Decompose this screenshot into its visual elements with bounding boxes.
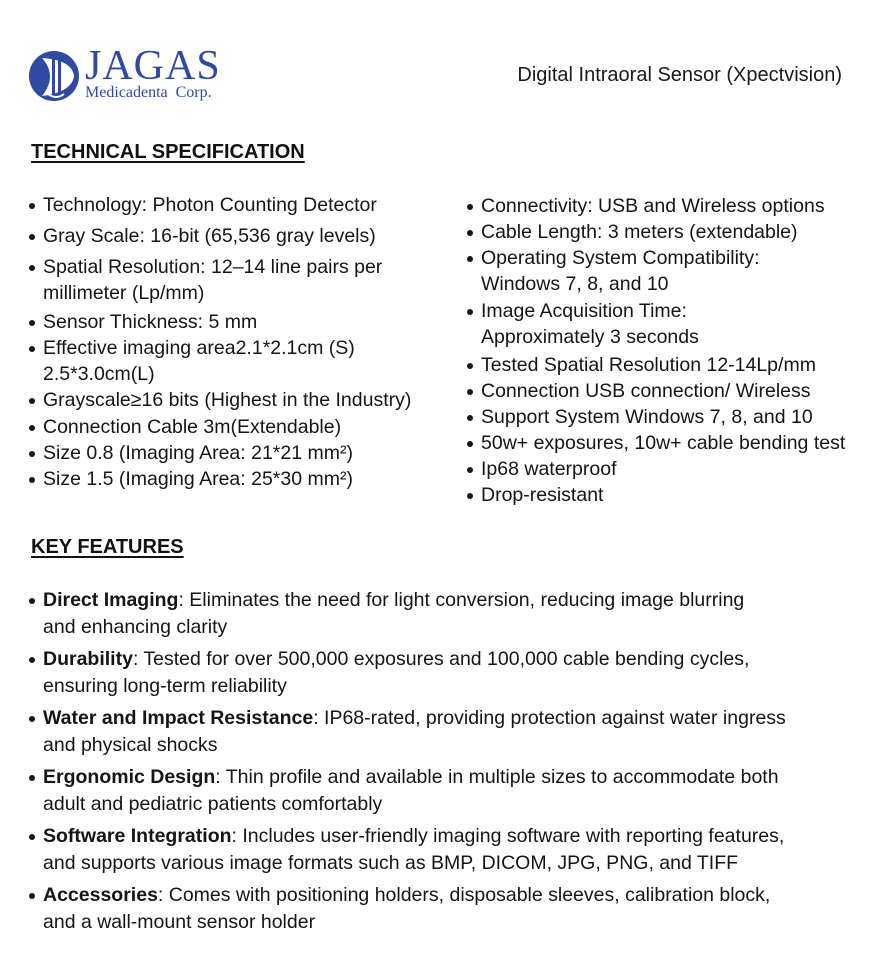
spec-text: Spatial Resolution: 12–14 line pairs per bbox=[43, 256, 383, 278]
spec-item bbox=[467, 456, 845, 482]
spec-item bbox=[467, 352, 845, 378]
spec-item bbox=[29, 414, 411, 440]
spec-item bbox=[467, 219, 845, 245]
feature-item bbox=[29, 764, 786, 818]
spec-text: Effective imaging area2.1*2.1cm (S) bbox=[43, 337, 355, 359]
feature-line bbox=[43, 587, 786, 614]
spec-item bbox=[467, 298, 845, 350]
spec-text: Tested Spatial Resolution 12-14Lp/mm bbox=[481, 354, 816, 376]
spec-item bbox=[29, 223, 411, 249]
spec-item bbox=[29, 254, 411, 306]
spec-text: Size 1.5 (Imaging Area: 25*30 mm²) bbox=[43, 468, 353, 490]
feature-line bbox=[43, 882, 786, 909]
spec-item bbox=[467, 245, 845, 297]
feature-name: Direct Imaging bbox=[43, 589, 179, 611]
feature-description: : Eliminates the need for light conversion, reducing image blurring bbox=[178, 589, 745, 611]
spec-text: Support System Windows 7, 8, and 10 bbox=[481, 406, 813, 428]
document-title: Digital Intraoral Sensor (Xpectvision) bbox=[517, 64, 842, 86]
feature-description-cont: adult and pediatric patients comfortably bbox=[43, 793, 383, 815]
spec-item bbox=[29, 387, 411, 413]
feature-description: : IP68-rated, providing protection against water ingress bbox=[313, 707, 786, 729]
feature-item bbox=[29, 882, 786, 936]
feature-name: Accessories bbox=[43, 884, 158, 906]
feature-description-cont: and supports various image formats such as BMP, DICOM, JPG, PNG, and TIFF bbox=[43, 852, 739, 874]
feature-line bbox=[43, 823, 786, 850]
logo-name: JAGAS bbox=[85, 43, 221, 89]
feature-description-cont: ensuring long-term reliability bbox=[43, 675, 287, 697]
spec-item bbox=[467, 430, 845, 456]
feature-name: Software Integration bbox=[43, 825, 232, 847]
spec-item bbox=[29, 192, 411, 218]
feature-description-cont: and a wall-mount sensor holder bbox=[43, 911, 316, 933]
feature-description-cont: and physical shocks bbox=[43, 734, 218, 756]
spec-item bbox=[29, 466, 411, 492]
feature-description-cont: and enhancing clarity bbox=[43, 616, 228, 638]
feature-description: : Thin profile and available in multiple sizes to accommodate both bbox=[215, 766, 779, 788]
logo-emblem-icon bbox=[28, 48, 84, 104]
feature-item bbox=[29, 587, 786, 641]
feature-name: Ergonomic Design bbox=[43, 766, 216, 788]
spec-text-cont: Approximately 3 seconds bbox=[481, 326, 699, 348]
feature-description: : Tested for over 500,000 exposures and 100,000 cable bending cycles, bbox=[132, 648, 750, 670]
spec-item bbox=[29, 440, 411, 466]
spec-text-cont: Windows 7, 8, and 10 bbox=[481, 273, 669, 295]
feature-line bbox=[43, 705, 786, 732]
spec-text: Grayscale≥16 bits (Highest in the Industry) bbox=[43, 389, 412, 411]
spec-list-left bbox=[29, 192, 411, 492]
spec-text: Image Acquisition Time: bbox=[481, 300, 687, 322]
spec-text: Connection Cable 3m(Extendable) bbox=[43, 416, 342, 438]
feature-name: Durability bbox=[43, 648, 133, 670]
spec-item bbox=[467, 378, 845, 404]
feature-line bbox=[43, 646, 786, 673]
feature-item bbox=[29, 823, 786, 877]
spec-item bbox=[467, 482, 845, 508]
feature-line bbox=[43, 764, 786, 791]
spec-item bbox=[467, 193, 845, 219]
spec-item bbox=[29, 335, 411, 387]
spec-text: 50w+ exposures, 10w+ cable bending test bbox=[481, 432, 846, 454]
key-features-heading: KEY FEATURES bbox=[31, 536, 184, 558]
feature-description: : Comes with positioning holders, disposable sleeves, calibration block, bbox=[157, 884, 771, 906]
spec-list-right bbox=[467, 193, 845, 508]
spec-text: Sensor Thickness: 5 mm bbox=[43, 311, 258, 333]
spec-text: Gray Scale: 16-bit (65,536 gray levels) bbox=[43, 225, 376, 247]
spec-text: Connectivity: USB and Wireless options bbox=[481, 195, 825, 217]
spec-text-cont: 2.5*3.0cm(L) bbox=[43, 363, 155, 385]
spec-item bbox=[29, 309, 411, 335]
feature-name: Water and Impact Resistance bbox=[43, 707, 314, 729]
feature-description: : Includes user-friendly imaging software with reporting features, bbox=[231, 825, 785, 847]
spec-text: Operating System Compatibility: bbox=[481, 247, 760, 269]
spec-text: Connection USB connection/ Wireless bbox=[481, 380, 811, 402]
spec-text: Size 0.8 (Imaging Area: 21*21 mm²) bbox=[43, 442, 353, 464]
spec-text: Technology: Photon Counting Detector bbox=[43, 194, 377, 216]
spec-text: Drop-resistant bbox=[481, 484, 604, 506]
feature-item bbox=[29, 705, 786, 759]
technical-specification-heading: TECHNICAL SPECIFICATION bbox=[31, 141, 305, 163]
spec-text-cont: millimeter (Lp/mm) bbox=[43, 282, 205, 304]
company-logo bbox=[28, 44, 248, 106]
spec-item bbox=[467, 404, 845, 430]
logo-subtitle: Medicadenta Corp. bbox=[85, 84, 212, 101]
key-features-list bbox=[29, 587, 786, 941]
spec-text: Cable Length: 3 meters (extendable) bbox=[481, 221, 798, 243]
spec-text: Ip68 waterproof bbox=[481, 458, 617, 480]
feature-item bbox=[29, 646, 786, 700]
